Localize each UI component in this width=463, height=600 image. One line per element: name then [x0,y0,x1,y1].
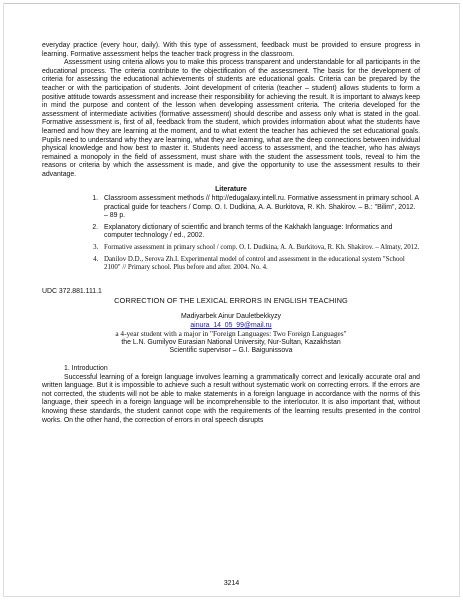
introduction-heading: 1. Introduction [64,365,108,372]
introduction-paragraph: Successful learning of a foreign language involves learning a grammatically correct and lexically accurate oral and written language. But it is impossible to achieve such a result without systematic work on correcting errors. If the errors are not corrected, the students will not be able to make statements in a foreign language in accordance with the norms of this language, their speech in a foreign language will be incomprehensible to the interlocutor. It is also important that, without knowing these standards, the student cannot cope with the requirements of the learning results presented in the control works. On the other hand, the correction of errors in oral speech disrupts [42,373,420,424]
page-border-bottom [3,596,460,597]
text-column [42,42,420,425]
page-border-top [3,3,460,4]
udc-code: UDC 372.881.111.1 [42,287,102,295]
university-line: the L.N. Gumilyov Eurasian National University, Nur-Sultan, Kazakhstan [121,338,341,346]
page-number: 3214 [223,580,240,587]
article-title: CORRECTION OF THE LEXICAL ERRORS IN ENGLISH TEACHING [114,296,348,306]
page-border-right [459,3,460,597]
criteria-paragraph: Assessment using criteria allows you to make this process transparent and understandable for all participants in the educational process. The criteria contribute to the objectification of the assessment. The basis for the development of criteria for assessing the educational achievements of students are educational goals. Criteria can be prepared by the teacher or with the participation of students. Joint development of criteria (teacher – student) allows students to form a positive attitude towards assessment and increase their responsibility for achieving the result. It is important to always keep in mind the purpose and content of the lesson when developing assessment criteria. The criteria developed for the assessment of intermediate activities (formative assessment) should describe and assess only what is stated in the goal. Formative assessment is, first of all, feedback from the student, which provides information about what the students have learned and how they are learning at the moment, and to what extent the teacher has achieved the set educational goals. Pupils need to understand why they are learning, what they are learning, what are the deep connections between individual physical knowledge and how best to master it. Students need access to assessment, and the teacher, who has always remained a monopoly in the field of assessment, must share with the student the assessment tools, reveal to him the reasons or criteria by which the assessment is made, and give the opportunity to use the assessment results to their advantage. [42,59,420,178]
reference-list [42,195,420,273]
supervisor-line: Scientific supervisor – G.I. Baigunissova [169,347,293,355]
author-name: Madiyarbek Ainur Dauletbekkyzy [181,313,281,321]
reference-item: 2. Explanatory dictionary of scientific and branch terms of the Kakhakh language: Informatics and computer technology / ed., 2002. [100,224,420,241]
literature-heading: Literature [215,185,247,193]
reference-item: 3. Formative assessment in primary school / comp. O. I. Dudkina, A. A. Burkitova, R. Kh. Shakirov. – Almaty, 2012. [100,244,420,253]
author-email-link[interactable]: ainura_14_05_99@mail.ru [190,321,272,329]
reference-item: 4. Danilov D.D., Serova Zh.I. Experimental model of control and assessment in the educational system "School 2100" // Primary school. Plus before and after. 2004. No. 4. [100,256,420,273]
reference-item: 1. Classroom assessment methods // http://edugalaxy.intell.ru. Formative assessment in primary school. A practical guide for teachers / Comp. O. I. Dudkina, A. A. Burkitova, R. Kh. Shakirov. – B.: "Bilim", 2012. – 89 p. [100,195,420,221]
continued-paragraph: everyday practice (every hour, daily). With this type of assessment, feedback must be provided to ensure progress in learning. Formative assessment helps the teacher track progress in the classroom. [42,42,420,58]
page-border-left [3,3,4,597]
affiliation-line: a 4-year student with a major in "Foreign Languages: Two Foreign Languages" [115,329,347,339]
